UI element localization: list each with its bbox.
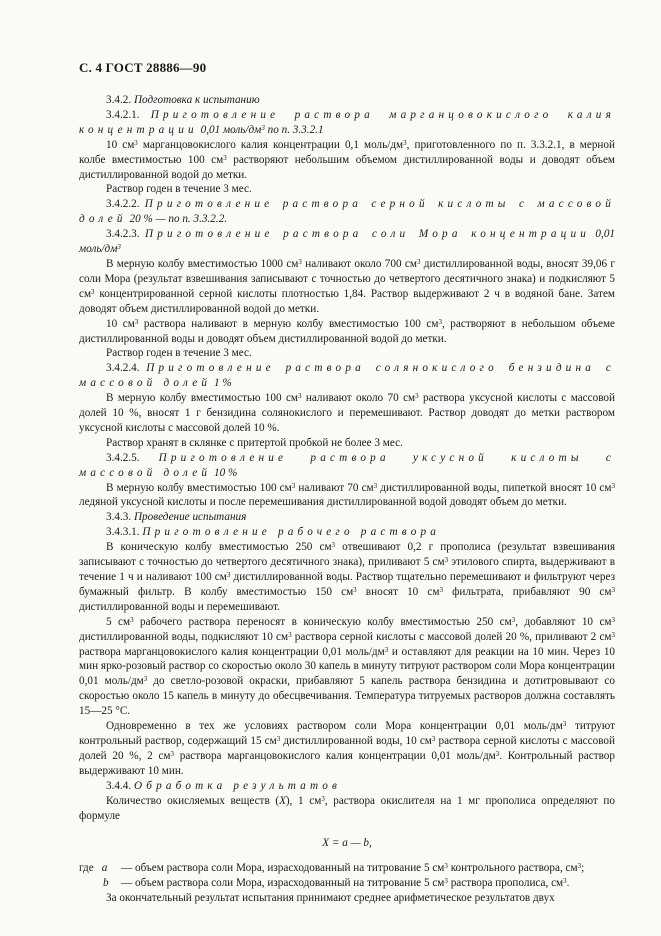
text-run: X (279, 794, 286, 807)
text-run: 20 % — по п. 3.3.2.2. (126, 213, 228, 226)
paragraph-p07 (79, 257, 615, 317)
paragraph-p17 (79, 540, 615, 615)
text-run: Проведение испытания (133, 511, 247, 524)
text-run: 10 $см^3$ раствора наливают в мерную колбу вместимостью 100 $см^3$, растворяют в небольшом объеме дистиллированной воды и доводят объем дистиллированной водой до метки. (79, 317, 616, 345)
paragraph-p13 (79, 451, 615, 481)
paragraph-p04 (79, 182, 615, 197)
definition-variable: a (101, 862, 108, 875)
text-run: 3.4.2.3. (106, 228, 145, 241)
definition-key (79, 876, 121, 891)
definition-variable: b (103, 877, 109, 890)
text-run: Раствор годен в течение 3 мес. (106, 183, 252, 196)
paragraph-p08 (79, 317, 615, 347)
text-run: 3.4.2.4. (106, 362, 147, 375)
text-run: 0,01 моль/$дм^3$ по п. 3.3.2.1 (197, 123, 324, 136)
text-run: Подготовка к испытанию (133, 94, 260, 106)
text-run: Приготовление раствора марганцовокислого калия концентрации (79, 108, 616, 136)
definitions-list (79, 861, 615, 891)
document-body (79, 93, 615, 906)
text-run: 3.4.3.1. (106, 526, 143, 539)
text-run: Раствор годен в течение 3 мес. (106, 347, 252, 360)
text-run: 3.4.2. (106, 94, 134, 106)
text-run: Приготовление раствора уксусной кислоты с массовой долей (79, 451, 616, 479)
text-run: 5 $см^3$ рабочего раствора переносят в коническую колбу вместимостью 250 $см^3$, добавляют 10 $см^3$ дистиллированной воды, подкисляют 10 $см^3$ раствора серной кислоты с массовой долей 20 %, приливают 2 $см^3$ раствора марганцовокислого калия концентрации 0,01 моль/$дм^3$ и оставляют для реакции на 10 мин. Через 10 мин ярко-розовый раствор со скоростью около 30 капель в минуту титруют раствором соли Мора концентрации 0,01 моль/$дм^3$ до светло-розовой окраски, прибавляют 5 капель раствора бензидина и дотитровывают со скоростью около 15 капель в минуту до обесцвечивания. Температура титруемых растворов должна составлять 15—25 °С. (79, 615, 616, 718)
text-run: 10 % (211, 466, 238, 479)
paragraph-p10 (79, 361, 615, 391)
text-run: ), 1 $см^3$, раствора окислителя на 1 мг прополиса определяют по формуле (79, 794, 615, 822)
paragraph-p18 (79, 615, 615, 719)
paragraph-p05 (79, 197, 615, 227)
text-run: 3.4.3. (106, 511, 134, 524)
paragraph-p15 (79, 510, 615, 525)
paragraph-p21 (79, 794, 615, 824)
paragraph-p06 (79, 227, 615, 257)
final-paragraph: За окончательный результат испытания принимают среднее арифметическое результатов двух (106, 892, 555, 905)
text-run: 3.4.4. (106, 779, 134, 792)
text-run: 0,01 моль/$дм^3$ (79, 228, 615, 256)
definition-row (79, 861, 615, 876)
paragraph-p16 (79, 525, 615, 540)
text-run: В мерную колбу вместимостью 100 $см^3$ наливают около 70 $см^3$ раствора уксусной кислоты с массовой долей 10 %, вносят 1 г бензидина солянокислого и перемешивают. Раствор доводят до метки раствором уксусной кислоты с массовой долей 10 %. (79, 392, 615, 434)
text-run: 3.4.2.1. (106, 108, 151, 121)
definition-key (79, 861, 121, 876)
text-run: Приготовление раствора серной кислоты с массовой долей (79, 198, 615, 226)
formula: X = a — b, (322, 837, 372, 850)
definition-text: — объем раствора соли Мора, израсходованный на титрование 5 $см^3$ контрольного раствора, $см^3$; (121, 862, 585, 875)
text-run: В мерную колбу вместимостью 1000 $см^3$ наливают около 700 $см^3$ дистиллированной воды, вносят 39,06 г соли Мора (результат взвешивания записывают с точностью до четвертого десятичного знака) и подкисляют 5 $см^3$ концентрированной серной кислоты плотностью 1,84. Раствор выдерживают 2 ч в водяной бане. Затем доводят объем дистиллированной водой до метки. (79, 257, 615, 315)
paragraph-p14 (79, 481, 615, 511)
definition-prefix: где (79, 862, 94, 875)
text-run: 10 $см^3$ марганцовокислого калия концентрации 0,1 моль/$дм^3$, приготовленного по п. 3.3.2.1, в мерной колбе вместимостью 100 $см^3$ растворяют небольшим объемом дистиллированной воды и доводят объем дистиллированной водой до метки. (79, 138, 615, 181)
paragraph-p19 (79, 719, 615, 779)
paragraph-p01 (79, 93, 615, 108)
text-run: Раствор хранят в склянке с притертой пробкой не более 3 мес. (106, 436, 403, 449)
definition-row (79, 876, 615, 891)
paragraph-p03 (79, 138, 615, 183)
text-run: 3.4.2.5. (106, 451, 159, 464)
text-run: Одновременно в тех же условиях раствором соли Мора концентрации 0,01 моль/$дм^3$ титруют контрольный раствор, содержащий 15 $см^3$ дистиллированной воды, 10 $см^3$ раствора серной кислоты с массовой долей 20 %, 2 $см^3$ раствора марганцовокислого калия концентрации 0,01 моль/$дм^3$. Контрольный раствор выдерживают 10 мин. (79, 720, 615, 777)
paragraph-p02 (79, 108, 615, 138)
paragraph-p11 (79, 391, 615, 436)
text-run: В мерную колбу вместимостью 100 $см^3$ наливают 70 $см^3$ дистиллированной воды, пипеткой вносят 10 $см^3$ ледяной уксусной кислоты и после перемешивания дистиллированной водой доводят объем до метки. (79, 481, 615, 509)
paragraph-p09 (79, 346, 615, 361)
text-run: Приготовление рабочего раствора (142, 526, 441, 539)
text-run: В коническую колбу вместимостью 250 $см^3$ отвешивают 0,2 г прополиса (результат взвешивания записывают с точностью до четвертого десятичного знака), приливают 5 $см^3$ этилового спирта, выдерживают в течение 1 ч и наливают 100 $см^3$ дистиллированной воды. Раствор тщательно перемешивают и фильтруют через бумажный фильтр. В колбу вместимостью 150 $см^3$ вносят 10 $см^3$ фильтрата, прибавляют 90 $см^3$ дистиллированной воды и перемешивают. (79, 541, 615, 613)
paragraph-p20 (79, 779, 615, 794)
page-header: С. 4 ГОСТ 28886—90 (79, 60, 207, 75)
text-run: 3.4.2.2. (106, 198, 145, 211)
definition-text: — объем раствора соли Мора, израсходованный на титрование 5 $см^3$ раствора прополиса, $см^3$. (121, 877, 570, 890)
text-run: Количество окисляемых веществ ( (106, 794, 280, 807)
paragraphs (79, 93, 615, 823)
text-run: Приготовление раствора солянокислого бензидина с массовой долей (79, 362, 616, 390)
text-run: 1 % (211, 377, 232, 390)
text-run: Приготовление раствора соли Мора концентрации (144, 228, 591, 241)
text-run: Обработка результатов (133, 779, 342, 792)
paragraph-p12 (79, 436, 615, 451)
